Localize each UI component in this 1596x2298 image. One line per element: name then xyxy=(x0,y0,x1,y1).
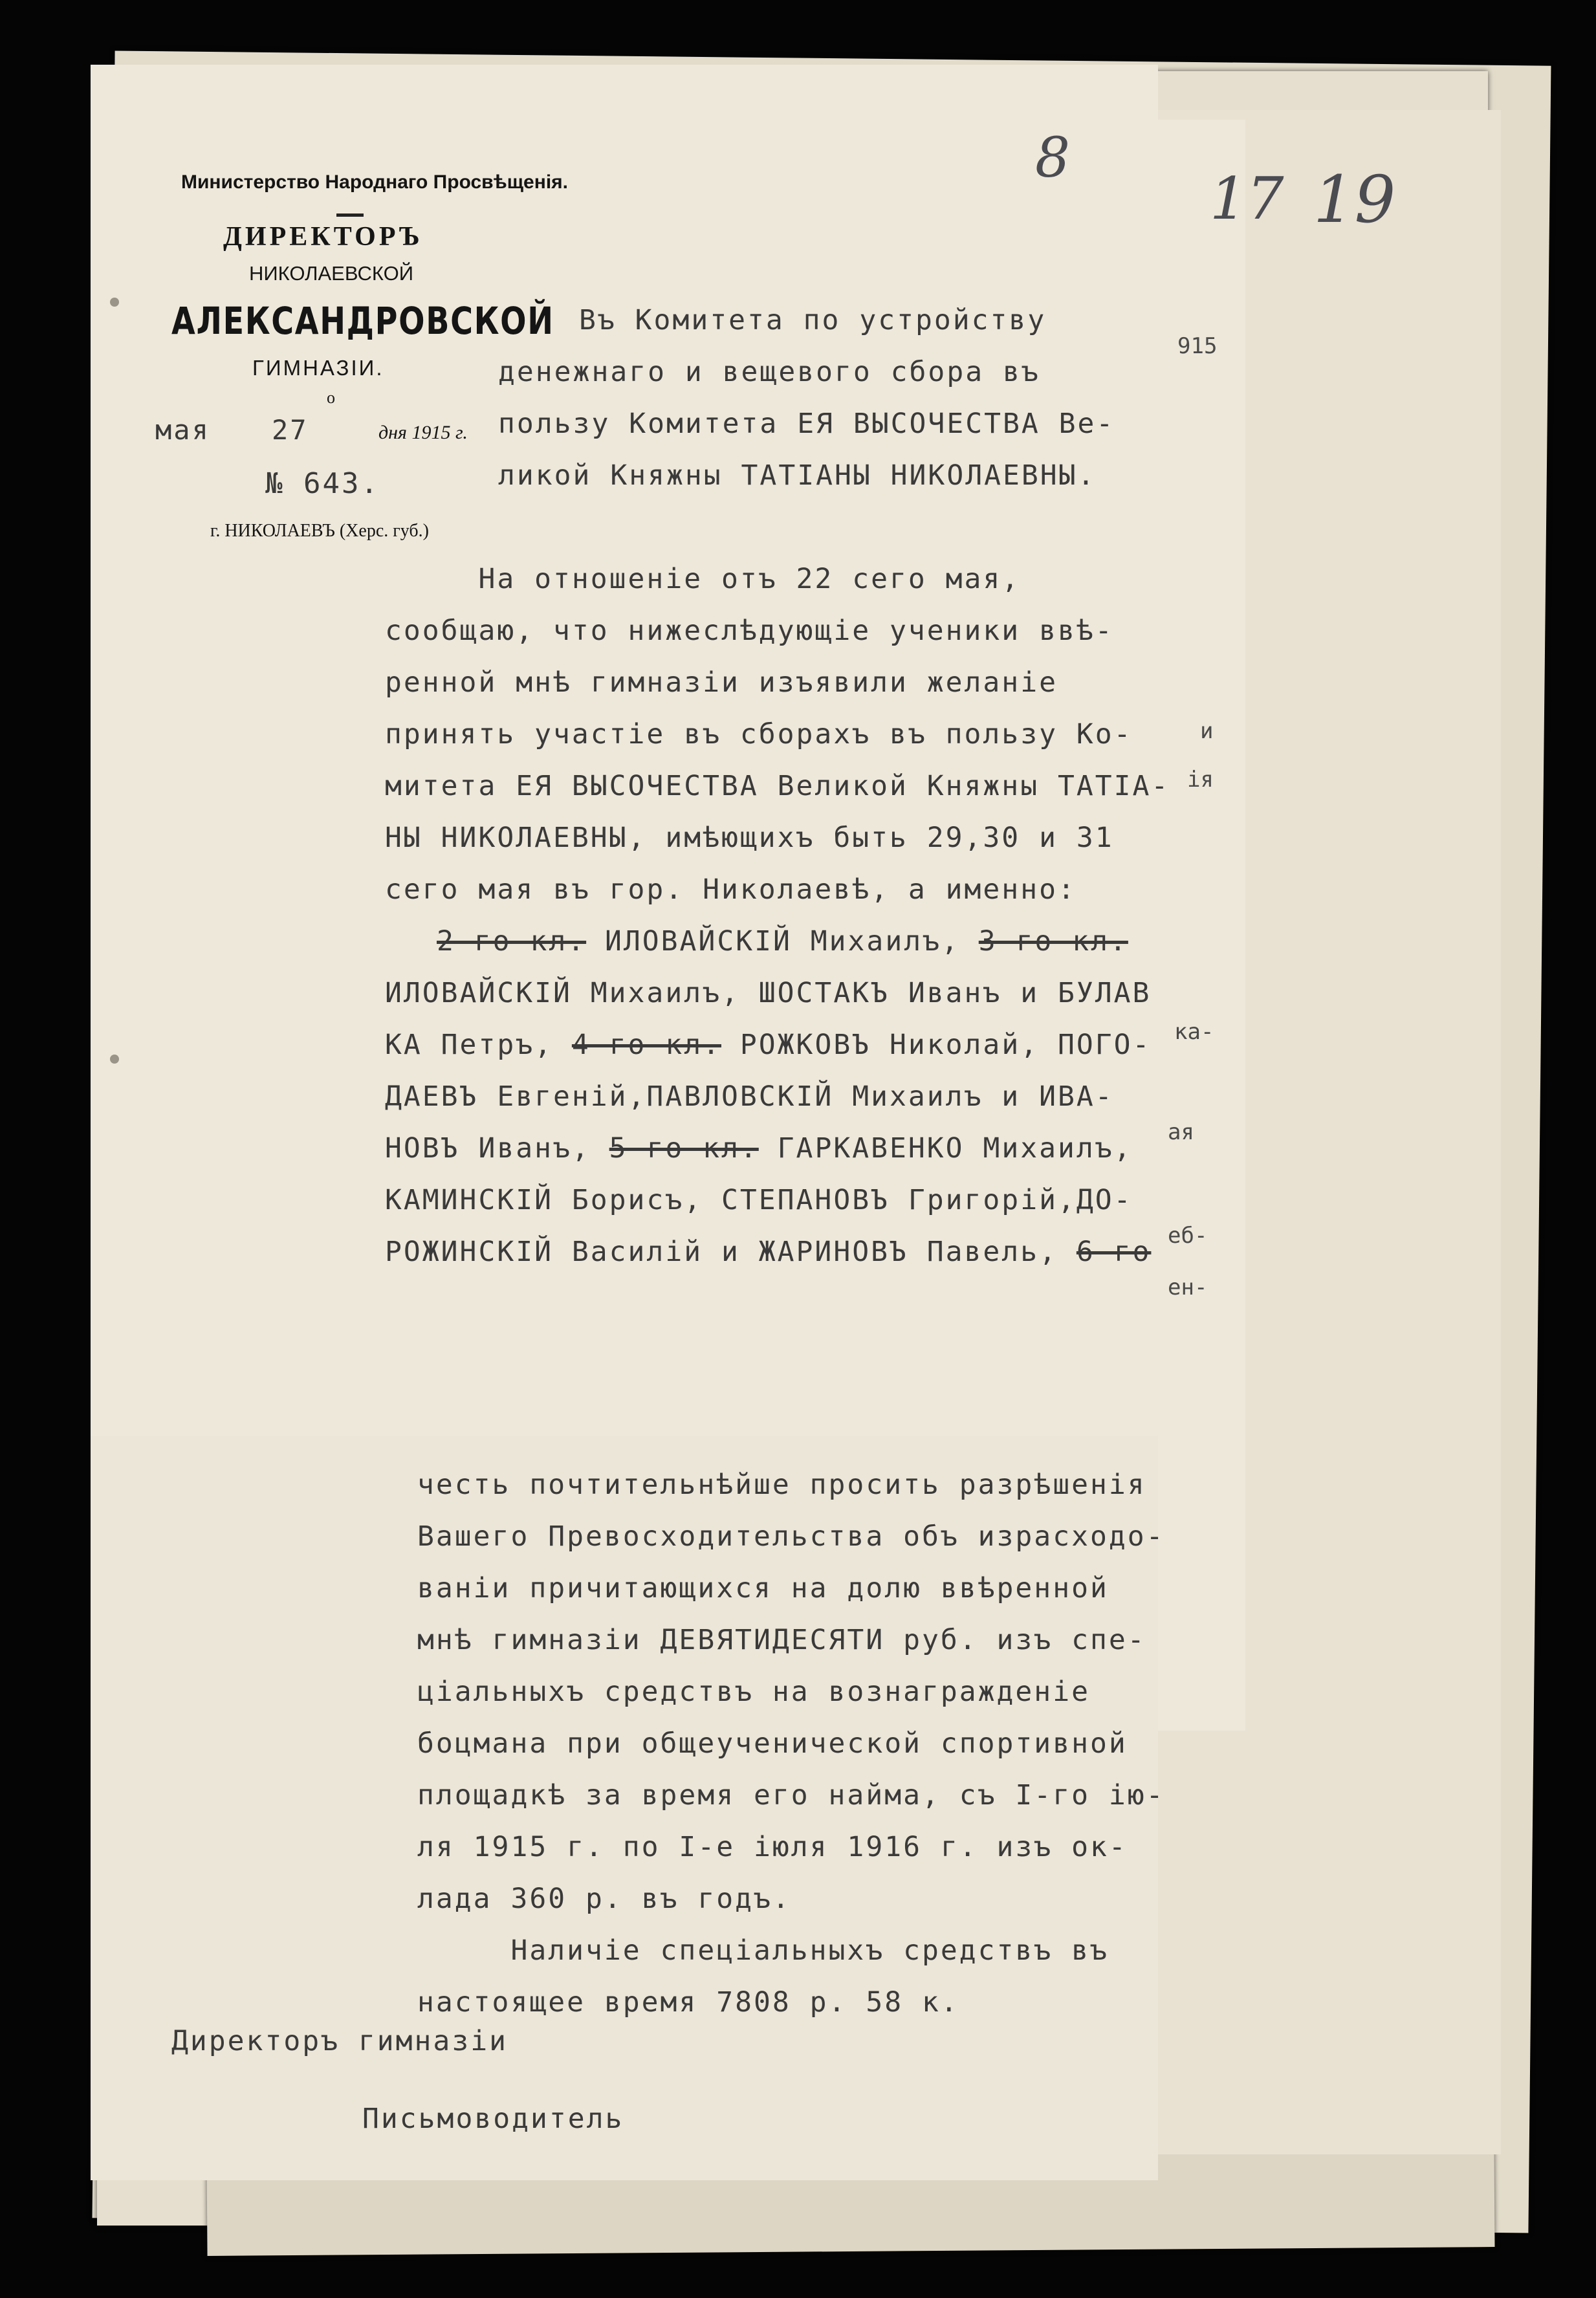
edge-fragment: ая xyxy=(1168,1119,1194,1145)
continuation-line-9: лада 360 р. въ годъ. xyxy=(417,1883,791,1915)
sheet-folio-17-strip xyxy=(1158,120,1284,1731)
edge-fragment: ка- xyxy=(1174,1019,1214,1045)
date-day: 27 xyxy=(272,414,309,446)
names-line-2: ИЛОВАЙСКІЙ Михаилъ, ШОСТАКЪ Иванъ и БУЛАВ xyxy=(385,977,1152,1009)
addressee-line-4: ликой Княжны ТАТІАНЫ НИКОЛАЕВНЫ. xyxy=(498,459,1097,492)
body-line-2: сообщаю, что нижеслѣдующіе ученики ввѣ- xyxy=(385,615,1114,647)
continuation-line-4: мнѣ гимназіи ДЕВЯТИДЕСЯТИ руб. изъ спе- xyxy=(417,1624,1146,1656)
continuation-line-8: ля 1915 г. по І-е іюля 1916 г. изъ ок- xyxy=(417,1831,1128,1863)
continuation-line-3: ваніи причитающихся на долю ввѣренной xyxy=(417,1572,1109,1604)
body-line-7: сего мая въ гор. Николаевѣ, а именно: xyxy=(385,873,1077,906)
year-fragment: 915 xyxy=(1177,333,1218,359)
names-line-7: РОЖИНСКІЙ Василій и ЖАРИНОВЪ Павель, 6-го xyxy=(385,1236,1152,1268)
continuation-line-2: Вашего Превосходительства объ израсходо- xyxy=(417,1520,1165,1553)
letterhead-rule xyxy=(336,213,364,217)
school-name: АЛЕКСАНДРОВСКОЙ xyxy=(171,299,554,343)
names-line-1: 2-го кл. ИЛОВАЙСКІЙ Михаилъ, 3-го кл. xyxy=(437,925,1128,958)
folio-number-17: 17 xyxy=(1210,165,1284,233)
letterhead-city: НИКОЛАЕВСКОЙ xyxy=(249,262,413,285)
addressee-line-3: пользу Комитета ЕЯ ВЫСОЧЕСТВА Ве- xyxy=(498,408,1115,440)
names-line-5: НОВЪ Иванъ, 5-го кл. ГАРКАВЕНКО Михаилъ, xyxy=(385,1132,1133,1165)
binding-hole xyxy=(110,1055,119,1064)
binding-hole xyxy=(110,298,119,307)
continuation-line-1: честь почтительнѣйше просить разрѣшенія xyxy=(417,1469,1146,1501)
school-type: ГИМНАЗІИ. xyxy=(252,356,384,380)
struck-class-marker: 4-го кл. xyxy=(571,1029,721,1061)
continuation-line-11: настоящее время 7808 р. 58 к. xyxy=(417,1986,959,2019)
letterhead-o: о xyxy=(327,388,335,407)
date-suffix: дня 1915 г. xyxy=(378,422,468,443)
folio-number-19: 19 xyxy=(1313,162,1396,237)
edge-fragment: ен- xyxy=(1168,1275,1208,1300)
body-line-1: На отношеніе отъ 22 сего мая, xyxy=(385,563,1021,595)
names-line-3: КА Петръ, 4-го кл. РОЖКОВЪ Николай, ПОГО- xyxy=(385,1029,1152,1061)
body-line-6: НЫ НИКОЛАЕВНЫ, имѣющихъ быть 29,30 и 31 xyxy=(385,822,1114,854)
struck-class-marker: 5-го кл. xyxy=(609,1132,759,1165)
front-letter xyxy=(91,65,1170,1436)
continuation-line-7: площадкѣ за время его найма, съ І-го ію- xyxy=(417,1779,1165,1811)
folio-number-8: 8 xyxy=(1035,126,1071,190)
outgoing-number: № 643. xyxy=(265,467,380,500)
signature-director: Директоръ гимназіи xyxy=(171,2025,508,2057)
ministry-line: Министерство Народнаго Просвѣщенія. xyxy=(181,171,568,193)
struck-class-marker: 2-го кл. xyxy=(437,925,587,958)
continuation-line-6: боцмана при общеученической спортивной xyxy=(417,1727,1128,1760)
body-line-4: принять участіе въ сборахъ въ пользу Ко- xyxy=(385,718,1133,750)
signature-clerk: Письмоводитель xyxy=(362,2103,624,2135)
continuation-page xyxy=(91,1410,1165,2180)
body-line-3: ренной мнѣ гимназіи изъявили желаніе xyxy=(385,666,1058,699)
addressee-line-1: Въ Комитета по устройству xyxy=(579,304,1047,336)
edge-fragment: еб- xyxy=(1168,1223,1208,1249)
continuation-line-5: ціальныхъ средствъ на вознагражденіе xyxy=(417,1676,1090,1708)
struck-class-marker: 6-го xyxy=(1076,1236,1152,1268)
letterhead-title: ДИРЕКТОРЪ xyxy=(223,222,423,252)
struck-class-marker: 3-го кл. xyxy=(978,925,1128,958)
edge-fragment: и xyxy=(1200,718,1214,744)
names-line-4: ДАЕВЪ Евгеній,ПАВЛОВСКІЙ Михаилъ и ИВА- xyxy=(385,1080,1114,1113)
continuation-line-10: Наличіе спеціальныхъ средствъ въ xyxy=(417,1934,1109,1967)
body-line-5: митета ЕЯ ВЫСОЧЕСТВА Великой Княжны ТАТІА- xyxy=(385,770,1170,802)
edge-fragment: ія xyxy=(1187,767,1214,793)
names-line-6: КАМИНСКІЙ Борисъ, СТЕПАНОВЪ Григорій,ДО- xyxy=(385,1184,1133,1216)
date-month: мая xyxy=(155,414,210,446)
letterhead-place: г. НИКОЛАЕВЪ (Херс. губ.) xyxy=(210,521,429,541)
addressee-line-2: денежнаго и вещевого сбора въ xyxy=(498,356,1040,388)
